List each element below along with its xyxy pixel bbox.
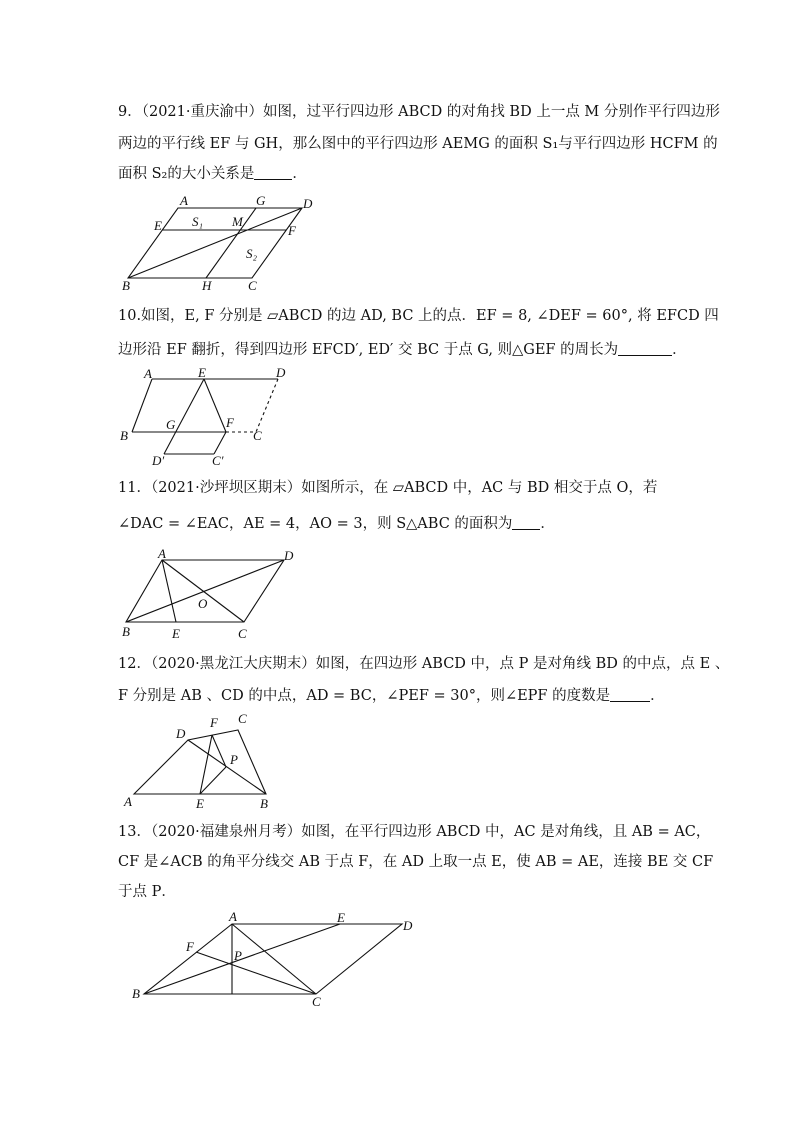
p9-label-a: A	[180, 193, 188, 208]
p9-label-e: E	[154, 218, 162, 233]
p10-label-d: D	[276, 365, 286, 380]
p9-label-c: C	[248, 278, 257, 293]
p12-label-e: E	[196, 796, 204, 811]
p12-label-p: P	[230, 752, 238, 767]
p10-label-a: A	[144, 366, 152, 381]
p10-label-d-prime: D′	[152, 453, 165, 468]
p13-line1: 13．（2020·福建泉州月考）如图，在平行四边形 ABCD 中，AC 是对角线，且 AB = AC，	[118, 824, 711, 840]
p9-label-h: H	[202, 278, 212, 293]
p10-label-c-prime: C′	[212, 453, 224, 468]
p10-label-e: E	[198, 365, 206, 380]
p13-label-c: C	[312, 994, 321, 1009]
p13-label-p: P	[234, 948, 242, 963]
p11-label-a: A	[158, 546, 166, 561]
p11-label-c: C	[238, 626, 247, 641]
p11-line1: 11．（2021·沙坪坝区期末）如图所示，在 ▱ABCD 中，AC 与 BD 相交于点 O，若	[118, 480, 658, 496]
p9-label-s1: S₁	[192, 214, 204, 229]
p12-label-f: F	[210, 715, 218, 730]
p13-label-a: A	[229, 909, 237, 924]
p9-label-g: G	[256, 193, 266, 208]
p10-label-f: F	[226, 415, 234, 430]
p9-line1: 9．（2021·重庆渝中）如图，过平行四边形 ABCD 的对角找 BD 上一点 M 分别作平行四边形	[118, 104, 720, 120]
p11-label-b: B	[122, 624, 130, 639]
p13-line-be	[144, 924, 340, 994]
p9-label-m: M	[232, 214, 243, 229]
p9-label-f: F	[288, 223, 296, 238]
p10-label-c: C	[253, 428, 262, 443]
p11-label-d: D	[284, 548, 294, 563]
p13-label-b: B	[132, 986, 140, 1001]
p9-line2: 两边的平行线 EF 与 GH，那么图中的平行四边形 AEMG 的面积 S₁与平行四边形 HCFM 的	[118, 136, 718, 152]
p12-label-d: D	[176, 726, 186, 741]
p13-parallelogram	[144, 924, 402, 994]
p12-text: F 分别是 AB 、CD 的中点，AD = BC，∠PEF = 30°，则∠EPF 的度数是	[118, 688, 611, 704]
p12-label-b: B	[260, 796, 268, 811]
p12-label-a: A	[124, 794, 132, 809]
p13-label-e: E	[337, 910, 345, 925]
p10-label-b: B	[120, 428, 128, 443]
p10-line1: 10.如图，E, F 分别是 ▱ABCD 的边 AD, BC 上的点．EF = 8, ∠DEF = 60°, 将 EFCD 四	[118, 308, 719, 324]
p13-label-f: F	[186, 939, 194, 954]
p11-label-e: E	[172, 626, 180, 641]
p13-line2: CF 是∠ACB 的角平分线交 AB 于点 F，在 AD 上取一点 E，使 AB = AE，连接 BE 交 CF	[118, 854, 714, 870]
p9-end: ．	[292, 166, 307, 182]
p10-text: 边形沿 EF 翻折，得到四边形 EFCD′, ED′ 交 BC 于点 G, 则△GEF 的周长为	[118, 342, 619, 358]
p11-end: ．	[540, 516, 555, 532]
p11-label-o: O	[198, 596, 208, 611]
p13-line3: 于点 P．	[118, 884, 176, 900]
p11-text: ∠DAC = ∠EAC，AE = 4，AO = 3，则 S△ABC 的面积为	[118, 516, 513, 532]
p13-diagonal-ac	[232, 924, 316, 994]
p13-line-cf	[196, 952, 316, 994]
p10-end: ．	[672, 342, 687, 358]
p10-label-g: G	[166, 417, 176, 432]
p9-text: 面积 S₂的大小关系是	[118, 166, 255, 182]
p13-label-d: D	[403, 918, 413, 933]
p12-end: ．	[650, 688, 665, 704]
p12-label-c: C	[238, 711, 247, 726]
p12-line1: 12．（2020·黑龙江大庆期末）如图，在四边形 ABCD 中，点 P 是对角线 BD 的中点，点 E 、	[118, 656, 730, 672]
p9-label-b: B	[122, 278, 130, 293]
p9-label-d: D	[303, 196, 313, 211]
p9-label-s2: S₂	[246, 246, 258, 261]
